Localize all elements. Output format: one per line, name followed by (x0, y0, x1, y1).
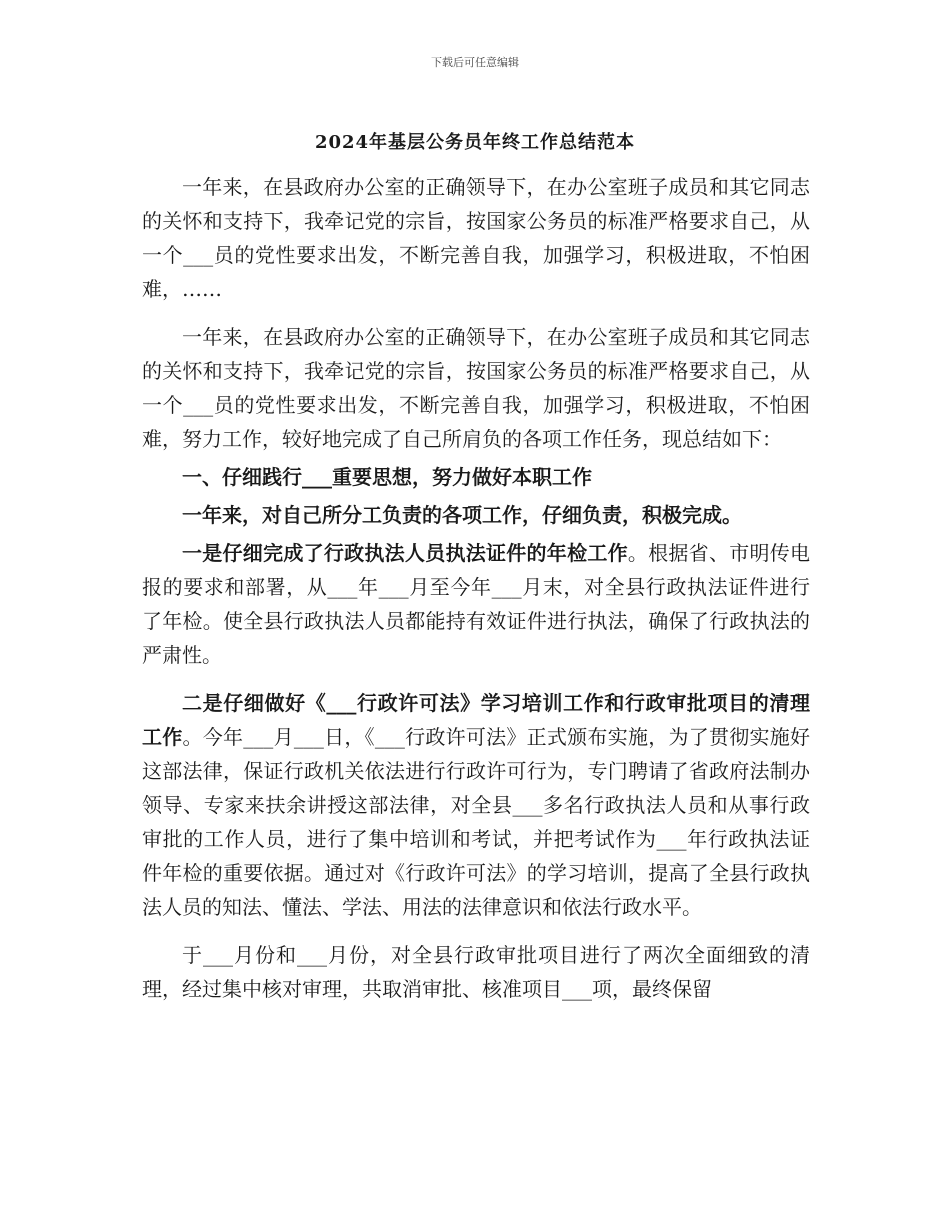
paragraph-intro-excerpt: 一年来，在县政府办公室的正确领导下，在办公室班子成员和其它同志的关怀和支持下，我牵记党的宗旨，按国家公务员的标准严格要求自己，从一个___员的党性要求出发，不断完善自我，加强学习，积极进取，不怕困难，…… (142, 175, 810, 301)
paragraph-intro-full: 一年来，在县政府办公室的正确领导下，在办公室班子成员和其它同志的关怀和支持下，我牵记党的宗旨，按国家公务员的标准严格要求自己，从一个___员的党性要求出发，不断完善自我，加强学习，积极进取，不怕困难，努力工作，较好地完成了自己所肩负的各项工作任务，现总结如下： (142, 325, 810, 451)
paragraph-item-1 (142, 536, 810, 672)
document-body (142, 170, 810, 1006)
section-heading-1: 一、仔细践行___重要思想，努力做好本职工作 (182, 465, 592, 489)
section-subheading: 一年来，对自己所分工负责的各项工作，仔细负责，积极完成。 (182, 503, 742, 527)
document-title: 2024年基层公务员年终工作总结范本 (314, 132, 636, 153)
item-2-lead: 二是仔细做好《___行政许可法》学习培训工作和行政审批项目的清理工作 (142, 691, 810, 749)
item-2-text: 。今年___月___日，《___行政许可法》正式颁布实施，为了贯彻实施好这部法律，保证行政机关依法进行行政许可行为，专门聘请了省政府法制办领导、专家来扶余讲授这部法律，对全县___多名行政执法人员和从事行政审批的工作人员，进行了集中培训和考试，并把考试作为___年行政执法证件年检的重要依据。通过对《行政许可法》的学习培训，提高了全县行政执法人员的知法、懂法、学法、用法的法律意识和依法行政水平。 (142, 725, 811, 919)
header-note: 下载后可任意编辑 (431, 56, 519, 69)
item-1-lead: 一是仔细完成了行政执法人员执法证件的年检工作 (182, 541, 628, 565)
item-1-text: 。根据省、市明传电报的要求和部署，从___年___月至今年___月末，对全县行政执法证件进行了年检。使全县行政执法人员都能持有效证件进行执法，确保了行政执法的严肃性。 (142, 541, 811, 667)
paragraph-item-2 (142, 686, 810, 924)
paragraph-review: 于___月份和___月份，对全县行政审批项目进行了两次全面细致的清理，经过集中核对审理，共取消审批、核准项目___项，最终保留 (142, 943, 810, 1001)
